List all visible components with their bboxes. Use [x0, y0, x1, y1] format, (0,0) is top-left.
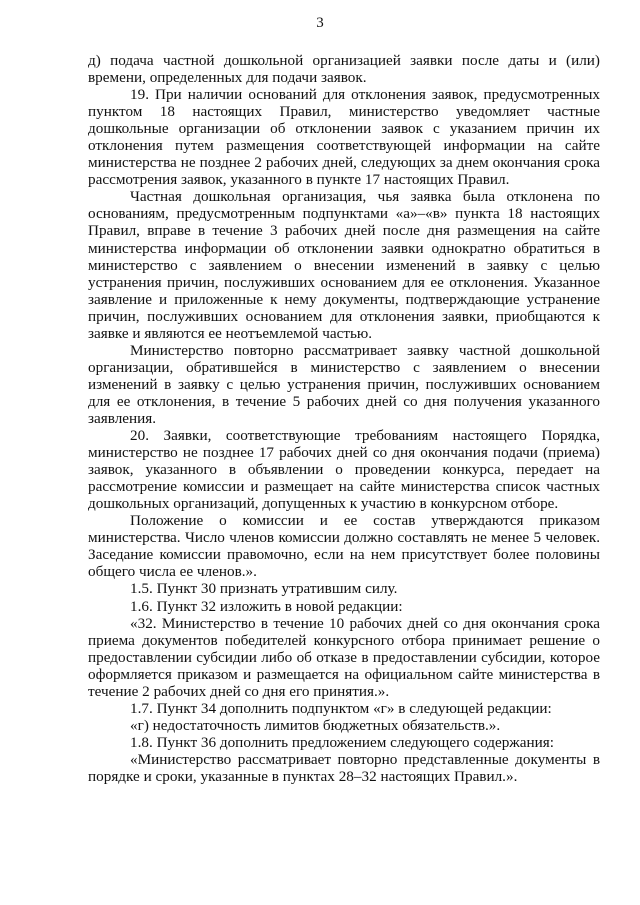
- document-body: [88, 52, 600, 785]
- paragraph-1-7: 1.7. Пункт 34 дополнить подпунктом «г» в следующей редакции:: [130, 699, 552, 717]
- paragraph-point-19: 19. При наличии оснований для отклонения заявок, предусмотренных пунктом 18 настоящих Правил, министерство уведомляет частные дошкольные организации об отклонении заявок с указанием причин их отклонения путем размещения соответствующей информации на сайте министерства не позднее 2 рабочих дней, следующих за днем окончания срока рассмотрения заявок, указанного в пункте 17 настоящих Правил.: [88, 86, 600, 189]
- paragraph-commission: Положение о комиссии и ее состав утверждаются приказом министерства. Число членов комиссии должно составлять не менее 5 человек. Заседание комиссии правомочно, если на нем присутствует более половины общего числа ее членов.».: [88, 512, 600, 581]
- page-number: 3: [316, 15, 324, 31]
- paragraph-subpoint-g: «г) недостаточность лимитов бюджетных обязательств.».: [130, 716, 501, 734]
- paragraph-point-32: «32. Министерство в течение 10 рабочих дней со дня окончания срока приема документов победителей конкурсного отбора принимает решение о предоставлении субсидии либо об отказе в предоставлении субсидии, которое оформляется приказом и размещается на официальном сайте министерства в течение 2 рабочих дней со дня его принятия.».: [88, 614, 600, 700]
- paragraph-rejected-application: Частная дошкольная организация, чья заявка была отклонена по основаниям, предусмотренным подпунктами «а»–«в» пункта 18 настоящих Правил, вправе в течение 3 рабочих дней после дня размещения на сайте министерства информации об отклонении заявки однократно обратиться в министерство с заявлением о внесении изменений в заявку с целью устранения причин, послуживших основанием для ее отклонения. Указанное заявление и приложенные к нему документы, подтверждающие устранение причин, послуживших основанием для отклонения заявки, приобщаются к заявке и являются ее неотъемлемой частью.: [88, 188, 600, 342]
- paragraph-point-36-addition: «Министерство рассматривает повторно представленные документы в порядке и сроки, указанные в пунктах 28–32 настоящих Правил.».: [88, 750, 600, 785]
- paragraph-repeat-review: Министерство повторно рассматривает заявку частной дошкольной организации, обратившейся в министерство с заявлением о внесении изменений в заявку с целью устранения причин, послуживших основанием для ее отклонения, в течение 5 рабочих дней со дня получения указанного заявления.: [88, 341, 600, 427]
- paragraph-point-20: 20. Заявки, соответствующие требованиям настоящего Порядка, министерство не позднее 17 рабочих дней со дня окончания подачи (приема) заявок, указанного в объявлении о проведении конкурса, передает на рассмотрение комиссии и размещает на сайте министерства список частных дошкольных организаций, допущенных к участию в конкурсном отборе.: [88, 427, 600, 513]
- paragraph-1-5: 1.5. Пункт 30 признать утратившим силу.: [130, 580, 398, 598]
- paragraph-1-6: 1.6. Пункт 32 изложить в новой редакции:: [130, 597, 403, 615]
- paragraph-1-8: 1.8. Пункт 36 дополнить предложением следующего содержания:: [130, 733, 554, 751]
- paragraph-subpoint-d: д) подача частной дошкольной организацией заявки после даты и (или) времени, определенных для подачи заявок.: [88, 52, 600, 87]
